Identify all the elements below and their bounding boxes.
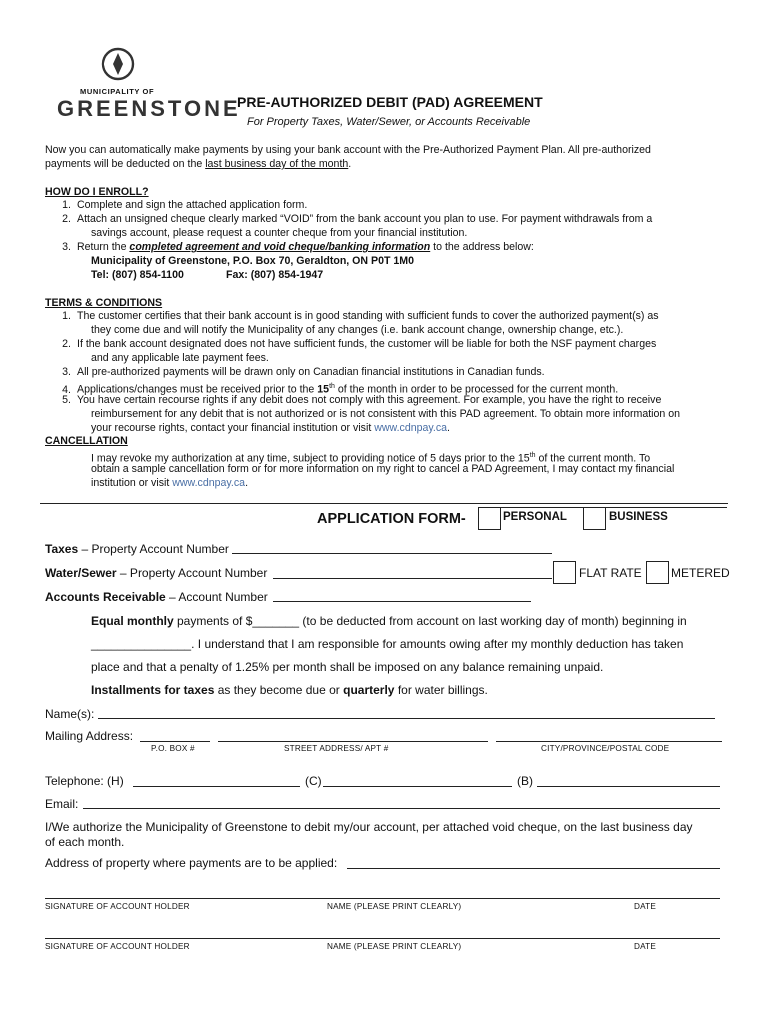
po-box-caption: P.O. BOX # xyxy=(151,744,195,753)
compass-icon xyxy=(101,47,135,81)
terms-item-5: 5. You have certain recourse rights if any debit does not comply with this agreement. For example, you have the right to receive xyxy=(62,394,662,406)
po-box-field[interactable] xyxy=(140,741,210,742)
section-divider xyxy=(40,503,728,504)
water-label: Water/Sewer – Property Account Number xyxy=(45,566,268,580)
terms-item-4: 4. Applications/changes must be received prior to the 15th of the month in order to be processed for the current month. xyxy=(62,383,619,396)
installments-line: Installments for taxes as they become due or quarterly for water billings. xyxy=(91,683,488,697)
terms-item-1-cont: they come due and will notify the Municipality of any changes (i.e. bank account change, ownership change, etc.). xyxy=(91,324,624,336)
metered-label: METERED xyxy=(671,566,730,580)
mailing-address: Municipality of Greenstone, P.O. Box 70, Geraldton, ON P0T 1M0 xyxy=(91,255,414,267)
terms-item-5-cont-1: reimbursement for any debit that is not authorized or is not consistent with this PAD agreement. To obtain more information on xyxy=(91,408,681,420)
logo-name: GREENSTONE xyxy=(57,96,241,121)
phone-number: Tel: (807) 854-1100 xyxy=(91,269,184,281)
tel-cell-label: (C) xyxy=(305,774,322,788)
flat-rate-label: FLAT RATE xyxy=(579,566,642,580)
names-label: Name(s): xyxy=(45,707,95,721)
signature-line-2[interactable] xyxy=(45,938,720,939)
enroll-item-1: 1. Complete and sign the attached application form. xyxy=(62,199,308,211)
authorization-line-2: of each month. xyxy=(45,835,125,849)
equal-monthly-line-3: place and that a penalty of 1.25% per month shall be imposed on any balance remaining unpaid. xyxy=(91,660,604,674)
email-label: Email: xyxy=(45,797,79,811)
enroll-heading: HOW DO I ENROLL? xyxy=(45,186,149,198)
equal-monthly-line-1: Equal monthly payments of $_______ (to be deducted from account on last working day of month) beginning in xyxy=(91,614,687,628)
equal-monthly-line-2: _______________. I understand that I am responsible for amounts owing after my monthly deduction has taken xyxy=(91,637,684,651)
personal-label: PERSONAL xyxy=(503,511,567,523)
water-account-field[interactable] xyxy=(273,578,552,579)
tel-business-field[interactable] xyxy=(537,786,720,787)
intro-line-2: payments will be deducted on the last business day of the month. xyxy=(45,158,352,170)
terms-item-1: 1. The customer certifies that their bank account is in good standing with sufficient funds to cover the authorized payment(s) as xyxy=(62,310,659,322)
cancellation-line-1: I may revoke my authorization at any time, subject to providing notice of 5 days prior to the 15th of the current month. To xyxy=(91,452,651,465)
name-caption-2: NAME (PLEASE PRINT CLEARLY) xyxy=(327,942,462,951)
enroll-item-2: 2. Attach an unsigned cheque clearly marked “VOID” from the bank account you plan to use. For payment withdrawals from a xyxy=(62,213,653,225)
cancellation-heading: CANCELLATION xyxy=(45,435,128,447)
page-title: PRE-AUTHORIZED DEBIT (PAD) AGREEMENT xyxy=(237,94,543,110)
enroll-item-3: 3. Return the completed agreement and void cheque/banking information to the address below: xyxy=(62,241,534,253)
cdnpay-link[interactable]: www.cdnpay.ca xyxy=(374,422,448,434)
tel-cell-field[interactable] xyxy=(323,786,512,787)
personal-box-top xyxy=(500,507,583,508)
terms-item-3: 3. All pre-authorized payments will be drawn only on Canadian financial institutions in Canadian funds. xyxy=(62,366,545,378)
enroll-item-2-cont: savings account, please request a counter cheque from your financial institution. xyxy=(91,227,468,239)
cdnpay-link-2[interactable]: www.cdnpay.ca xyxy=(172,477,246,489)
application-form-title: APPLICATION FORM- xyxy=(317,511,466,527)
cancellation-line-2: obtain a sample cancellation form or for more information on my right to cancel a PAD Agreement, I may contact my financial xyxy=(91,463,675,475)
cancellation-line-3: institution or visit www.cdnpay.ca. xyxy=(91,477,249,489)
street-field[interactable] xyxy=(218,741,488,742)
business-checkbox[interactable] xyxy=(583,507,606,530)
date-caption-2: DATE xyxy=(634,942,657,951)
names-field[interactable] xyxy=(98,718,715,719)
tel-home-field[interactable] xyxy=(133,786,300,787)
taxes-account-field[interactable] xyxy=(232,553,552,554)
intro-line-1: Now you can automatically make payments by using your bank account with the Pre-Authorized Payment Plan. All pre-authorized xyxy=(45,144,651,156)
date-caption-1: DATE xyxy=(634,902,657,911)
terms-item-2: 2. If the bank account designated does not have sufficient funds, the customer will be liable for both the NSF payment charges xyxy=(62,338,657,350)
business-label: BUSINESS xyxy=(609,511,668,523)
email-field[interactable] xyxy=(83,808,720,809)
terms-item-2-cont: and any applicable late payment fees. xyxy=(91,352,269,364)
terms-item-5-cont-2: your recourse rights, contact your financial institution or visit www.cdnpay.ca. xyxy=(91,422,450,434)
ar-account-field[interactable] xyxy=(273,601,531,602)
city-field[interactable] xyxy=(496,741,722,742)
terms-heading: TERMS & CONDITIONS xyxy=(45,297,163,309)
mailing-label: Mailing Address: xyxy=(45,729,134,743)
ar-label: Accounts Receivable – Account Number xyxy=(45,590,268,604)
tel-home-label: Telephone: (H) xyxy=(45,774,124,788)
property-address-field[interactable] xyxy=(347,868,720,869)
signature-caption-2: SIGNATURE OF ACCOUNT HOLDER xyxy=(45,942,190,951)
city-caption: CITY/PROVINCE/POSTAL CODE xyxy=(541,744,670,753)
flat-rate-checkbox[interactable] xyxy=(553,561,576,584)
signature-caption-1: SIGNATURE OF ACCOUNT HOLDER xyxy=(45,902,190,911)
personal-checkbox[interactable] xyxy=(478,507,501,530)
tel-business-label: (B) xyxy=(517,774,533,788)
page-subtitle: For Property Taxes, Water/Sewer, or Accounts Receivable xyxy=(247,116,531,128)
fax-number: Fax: (807) 854-1947 xyxy=(226,269,324,281)
logo-top-text: MUNICIPALITY OF xyxy=(80,87,155,96)
name-caption-1: NAME (PLEASE PRINT CLEARLY) xyxy=(327,902,462,911)
street-caption: STREET ADDRESS/ APT # xyxy=(284,744,389,753)
taxes-label: Taxes – Property Account Number xyxy=(45,542,229,556)
metered-checkbox[interactable] xyxy=(646,561,669,584)
property-address-label: Address of property where payments are to be applied: xyxy=(45,856,338,870)
signature-line-1[interactable] xyxy=(45,898,720,899)
business-box-top xyxy=(605,507,727,508)
authorization-line-1: I/We authorize the Municipality of Greenstone to debit my/our account, per attached void cheque, on the last business day xyxy=(45,820,693,834)
